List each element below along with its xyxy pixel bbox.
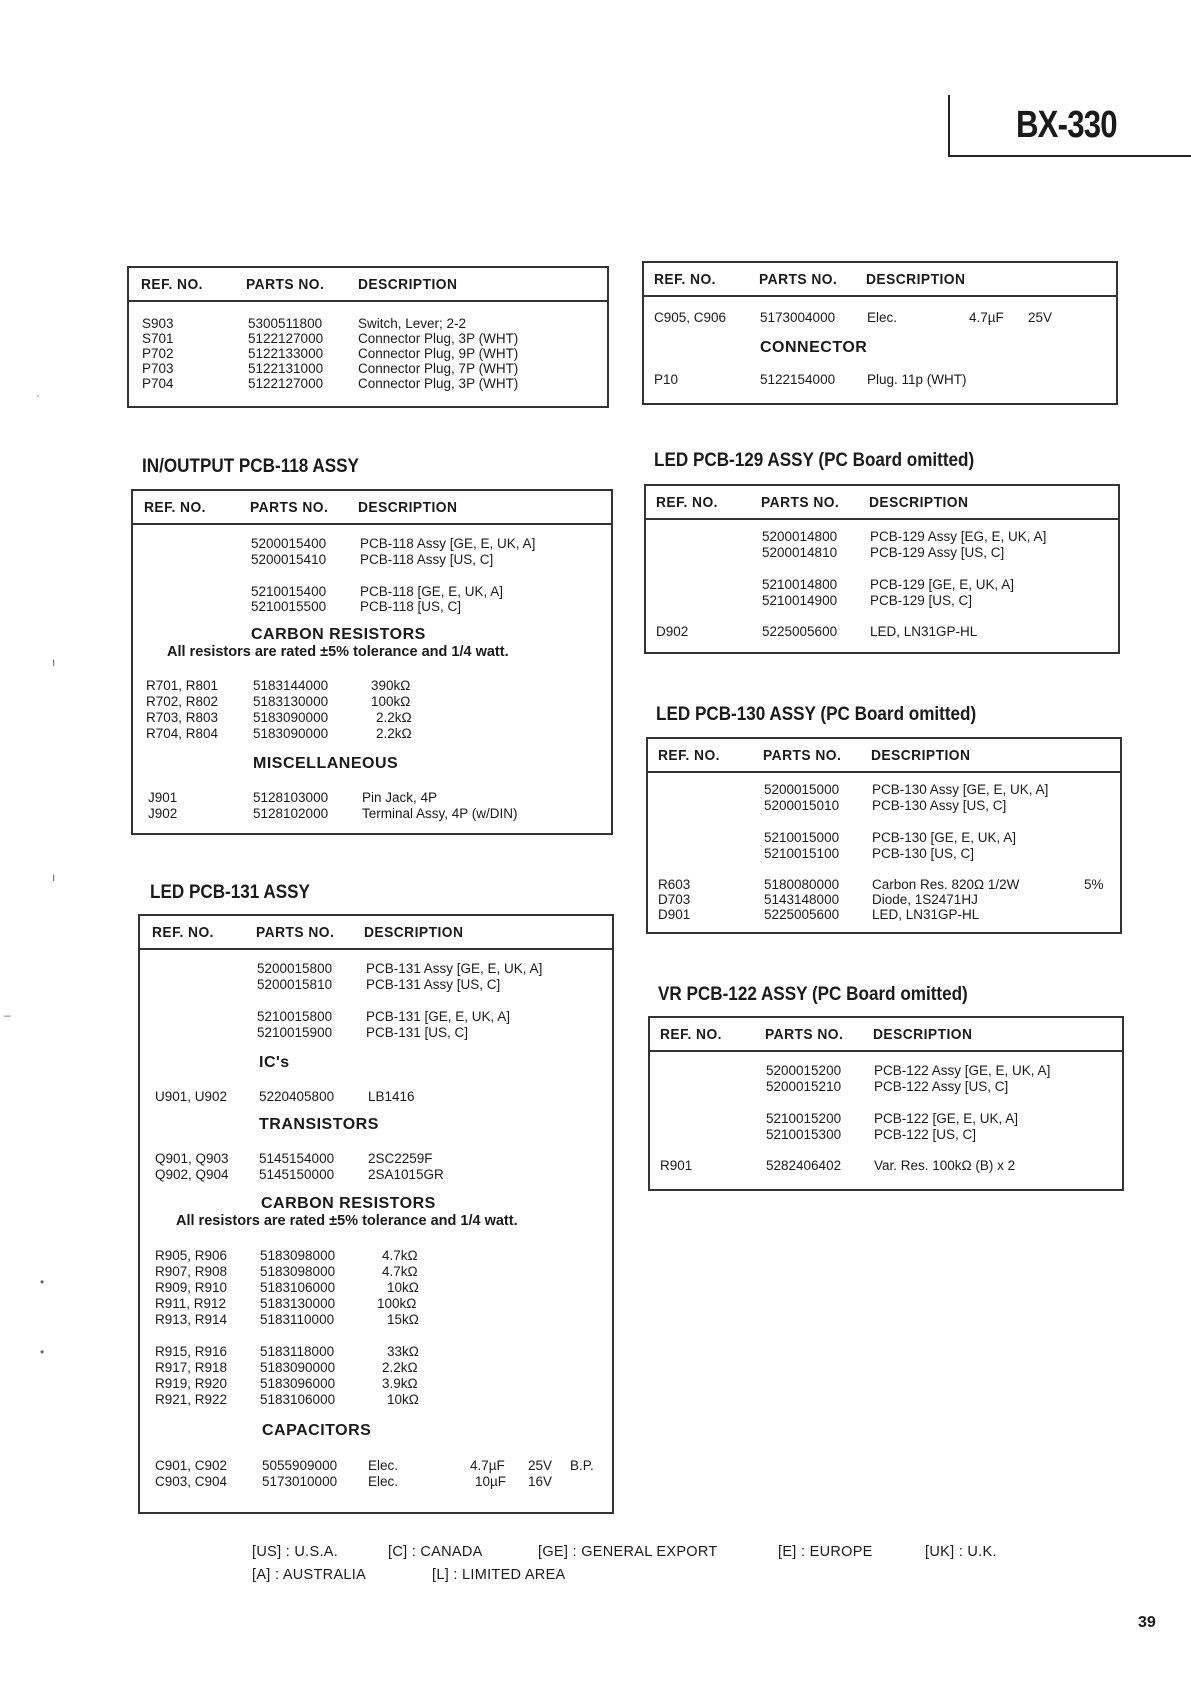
- table-row: [650, 1079, 1122, 1095]
- ref-no: R701, R801: [146, 678, 219, 693]
- description: Carbon Res. 820Ω 1/2W: [872, 877, 1020, 892]
- parts-no: 5210015100: [764, 846, 840, 861]
- parts-no: 5210015800: [257, 1009, 333, 1024]
- parts-no: 5183098000: [260, 1248, 336, 1263]
- table-row: [140, 1458, 612, 1474]
- table-row: [129, 346, 607, 362]
- resistance-value: 10kΩ: [387, 1392, 419, 1407]
- margin-speck: •: [40, 1345, 45, 1359]
- parts-no-header: PARTS NO.: [246, 276, 325, 293]
- ref-no: R921, R922: [155, 1392, 228, 1407]
- legend-l: [L] : LIMITED AREA: [432, 1567, 566, 1583]
- description: PCB-131 [US, C]: [366, 1025, 469, 1040]
- capacitance-value: 10µF: [475, 1474, 507, 1489]
- table-header: [644, 263, 1116, 297]
- parts-no-header: PARTS NO.: [765, 1026, 844, 1043]
- ref-no-header: REF. NO.: [141, 276, 203, 293]
- table-row: [650, 1063, 1122, 1079]
- parts-no: 5183090000: [253, 726, 329, 741]
- table-row: [133, 678, 611, 694]
- parts-no: 5200015800: [257, 961, 333, 976]
- table-row: [140, 1167, 612, 1183]
- parts-no: 5210014800: [762, 577, 838, 592]
- table-row: [646, 593, 1118, 609]
- parts-no: 5210015300: [766, 1127, 842, 1142]
- resistance-value: 4.7kΩ: [382, 1264, 418, 1279]
- ref-no: C903, C904: [155, 1474, 228, 1489]
- ref-no: Q901, Q903: [155, 1151, 229, 1166]
- table-row: [648, 798, 1120, 814]
- io-pcb118-table: [131, 489, 613, 835]
- parts-no: 5225005600: [764, 907, 840, 922]
- description: PCB-131 [GE, E, UK, A]: [366, 1009, 511, 1024]
- ref-no: D703: [658, 892, 691, 907]
- table-row: [648, 907, 1120, 923]
- description: Diode, 1S2471HJ: [872, 892, 978, 907]
- description: PCB-118 Assy [US, C]: [360, 552, 494, 567]
- parts-no: 5122133000: [248, 346, 324, 361]
- parts-no: 5225005600: [762, 624, 838, 639]
- description: PCB-130 Assy [US, C]: [872, 798, 1007, 813]
- section-title: MISCELLANEOUS: [253, 755, 399, 772]
- table-row: [140, 961, 612, 977]
- ref-no: Q902, Q904: [155, 1167, 229, 1182]
- description: Connector Plug, 3P (WHT): [358, 376, 519, 391]
- parts-no: 5200015410: [251, 552, 327, 567]
- legend-e: [E] : EUROPE: [778, 1544, 873, 1560]
- ref-no: P10: [654, 372, 679, 387]
- parts-no-header: PARTS NO.: [256, 924, 335, 941]
- table-row: [646, 529, 1118, 545]
- model-divider: [948, 95, 950, 157]
- description: PCB-122 [US, C]: [874, 1127, 977, 1142]
- parts-no: 5183090000: [260, 1360, 336, 1375]
- resistance-value: 100kΩ: [371, 694, 411, 709]
- section-title: CARBON RESISTORS: [261, 1195, 436, 1212]
- resistance-value: 3.9kΩ: [382, 1376, 418, 1391]
- section-heading: VR PCB-122 ASSY (PC Board omitted): [658, 984, 968, 1005]
- voltage-value: 25V: [528, 1458, 553, 1473]
- capacitance-value: 4.7µF: [470, 1458, 505, 1473]
- section-title: IC's: [259, 1054, 290, 1071]
- parts-no-header: PARTS NO.: [250, 499, 329, 516]
- section-heading: LED PCB-129 ASSY (PC Board omitted): [654, 450, 975, 471]
- description-header: DESCRIPTION: [866, 271, 966, 288]
- ref-no: D901: [658, 907, 691, 922]
- description: PCB-122 Assy [US, C]: [874, 1079, 1009, 1094]
- table-row: [140, 1296, 612, 1312]
- legend-ge: [GE] : GENERAL EXPORT: [538, 1544, 718, 1560]
- margin-speck: ı: [52, 870, 56, 884]
- ref-no: R919, R920: [155, 1376, 228, 1391]
- table-row: [650, 1111, 1122, 1127]
- ref-no: R917, R918: [155, 1360, 228, 1375]
- parts-no: 5183106000: [260, 1392, 336, 1407]
- ref-no: R907, R908: [155, 1264, 228, 1279]
- parts-no: 5300511800: [248, 316, 323, 331]
- table-header: [140, 916, 612, 950]
- parts-no: 5183098000: [260, 1264, 336, 1279]
- parts-no: 5122154000: [760, 372, 836, 387]
- ref-no: R704, R804: [146, 726, 219, 741]
- ref-no-header: REF. NO.: [656, 494, 718, 511]
- description: 2SA1015GR: [368, 1167, 444, 1182]
- ref-no: S701: [142, 331, 174, 346]
- description: 2SC2259F: [368, 1151, 433, 1166]
- section-heading: LED PCB-130 ASSY (PC Board omitted): [656, 704, 977, 725]
- capacitance-value: 4.7µF: [969, 310, 1004, 325]
- table-row: [140, 1474, 612, 1490]
- legend-uk: [UK] : U.K.: [925, 1544, 997, 1560]
- model-underline: [948, 155, 1191, 157]
- resistance-value: 15kΩ: [387, 1312, 419, 1327]
- legend-a: [A] : AUSTRALIA: [252, 1567, 367, 1583]
- ref-no: D902: [656, 624, 689, 639]
- description: Elec.: [368, 1458, 399, 1473]
- ref-no: R913, R914: [155, 1312, 228, 1327]
- top-left-parts-table: [127, 266, 609, 408]
- parts-no: 5210015500: [251, 599, 327, 614]
- resistance-value: 2.2kΩ: [376, 710, 412, 725]
- description: LB1416: [368, 1089, 415, 1104]
- description: PCB-122 [GE, E, UK, A]: [874, 1111, 1019, 1126]
- ref-no-header: REF. NO.: [654, 271, 716, 288]
- table-header: [129, 268, 607, 302]
- description: PCB-129 [GE, E, UK, A]: [870, 577, 1015, 592]
- ref-no: R703, R803: [146, 710, 219, 725]
- table-row: [133, 790, 611, 806]
- ref-no: J902: [148, 806, 178, 821]
- table-row: [644, 310, 1116, 326]
- parts-no: 5200015210: [766, 1079, 842, 1094]
- description: PCB-129 Assy [US, C]: [870, 545, 1005, 560]
- description: Terminal Assy, 4P (w/DIN): [362, 806, 518, 821]
- vr-pcb122-table: [648, 1016, 1124, 1191]
- table-row: [648, 830, 1120, 846]
- parts-no: 5210015200: [766, 1111, 842, 1126]
- table-row: [648, 892, 1120, 908]
- legend-us: [US] : U.S.A.: [252, 1544, 339, 1560]
- parts-no: 5143148000: [764, 892, 840, 907]
- parts-no: 5183090000: [253, 710, 329, 725]
- parts-no: 5200015400: [251, 536, 327, 551]
- description-header: DESCRIPTION: [869, 494, 969, 511]
- section-title: CAPACITORS: [262, 1422, 372, 1439]
- ref-no-header: REF. NO.: [144, 499, 206, 516]
- parts-no: 5210015400: [251, 584, 327, 599]
- description: PCB-130 [US, C]: [872, 846, 975, 861]
- parts-no: 5145150000: [259, 1167, 335, 1182]
- table-row: [140, 1376, 612, 1392]
- table-row: [133, 552, 611, 568]
- description: PCB-118 Assy [GE, E, UK, A]: [360, 536, 536, 551]
- table-row: [644, 372, 1116, 388]
- ref-no: U901, U902: [155, 1089, 228, 1104]
- tolerance-note: All resistors are rated ±5% tolerance and 1/4 watt.: [167, 644, 509, 660]
- ref-no-header: REF. NO.: [658, 747, 720, 764]
- description: Connector Plug, 7P (WHT): [358, 361, 519, 376]
- table-row: [140, 1360, 612, 1376]
- table-row: [133, 536, 611, 552]
- description-header: DESCRIPTION: [871, 747, 971, 764]
- table-row: [648, 846, 1120, 862]
- description: Elec.: [867, 310, 898, 325]
- description: PCB-118 [US, C]: [360, 599, 462, 614]
- description: PCB-131 Assy [US, C]: [366, 977, 501, 992]
- description: Connector Plug, 9P (WHT): [358, 346, 519, 361]
- description: PCB-129 [US, C]: [870, 593, 973, 608]
- section-title: CARBON RESISTORS: [251, 626, 426, 643]
- parts-no: 5183130000: [253, 694, 329, 709]
- description: PCB-130 Assy [GE, E, UK, A]: [872, 782, 1049, 797]
- tolerance-note: All resistors are rated ±5% tolerance and 1/4 watt.: [176, 1213, 518, 1229]
- table-row: [129, 316, 607, 332]
- description-header: DESCRIPTION: [358, 499, 458, 516]
- parts-no: 5183096000: [260, 1376, 336, 1391]
- parts-no: 5210014900: [762, 593, 838, 608]
- ref-no: R905, R906: [155, 1248, 228, 1263]
- parts-no: 5183118000: [260, 1344, 335, 1359]
- parts-no: 5180080000: [764, 877, 840, 892]
- section-heading: IN/OUTPUT PCB-118 ASSY: [142, 456, 359, 477]
- description-header: DESCRIPTION: [364, 924, 464, 941]
- parts-no: 5128102000: [253, 806, 329, 821]
- legend-c: [C] : CANADA: [388, 1544, 483, 1560]
- ref-no: P704: [142, 376, 174, 391]
- table-row: [646, 624, 1118, 640]
- table-row: [646, 545, 1118, 561]
- table-row: [133, 710, 611, 726]
- table-header: [646, 486, 1118, 520]
- voltage-value: 16V: [528, 1474, 553, 1489]
- table-row: [140, 1248, 612, 1264]
- description: Pin Jack, 4P: [362, 790, 438, 805]
- led-pcb129-table: [644, 484, 1120, 654]
- description: PCB-131 Assy [GE, E, UK, A]: [366, 961, 543, 976]
- table-row: [650, 1158, 1122, 1174]
- resistance-value: 2.2kΩ: [382, 1360, 418, 1375]
- voltage-value: 25V: [1028, 310, 1053, 325]
- top-right-parts-table: [642, 261, 1118, 405]
- parts-no: 5173004000: [760, 310, 836, 325]
- table-row: [140, 1009, 612, 1025]
- led-pcb130-table: [646, 737, 1122, 934]
- table-row: [140, 1025, 612, 1041]
- ref-no: P703: [142, 361, 174, 376]
- table-row: [129, 361, 607, 377]
- table-row: [646, 577, 1118, 593]
- table-row: [133, 599, 611, 615]
- parts-no: 5145154000: [259, 1151, 335, 1166]
- table-row: [648, 877, 1120, 893]
- description: Elec.: [368, 1474, 399, 1489]
- parts-no: 5200015810: [257, 977, 333, 992]
- ref-no: P702: [142, 346, 174, 361]
- table-row: [133, 694, 611, 710]
- table-row: [140, 1312, 612, 1328]
- parts-no: 5210015900: [257, 1025, 333, 1040]
- tolerance-value: 5%: [1084, 877, 1104, 892]
- parts-no: 5122127000: [248, 376, 324, 391]
- ref-no: R915, R916: [155, 1344, 228, 1359]
- description-header: DESCRIPTION: [358, 276, 458, 293]
- resistance-value: 33kΩ: [387, 1344, 419, 1359]
- description: PCB-122 Assy [GE, E, UK, A]: [874, 1063, 1051, 1078]
- table-row: [129, 331, 607, 347]
- margin-speck: –: [4, 1008, 11, 1022]
- section-title: CONNECTOR: [760, 339, 868, 356]
- table-row: [133, 806, 611, 822]
- ref-no: R702, R802: [146, 694, 219, 709]
- resistance-value: 390kΩ: [371, 678, 411, 693]
- ref-no: R911, R912: [155, 1296, 227, 1311]
- ref-no-header: REF. NO.: [660, 1026, 722, 1043]
- parts-no: 5282406402: [766, 1158, 842, 1173]
- table-row: [133, 726, 611, 742]
- parts-no-header: PARTS NO.: [763, 747, 842, 764]
- description: PCB-129 Assy [EG, E, UK, A]: [870, 529, 1047, 544]
- resistance-value: 4.7kΩ: [382, 1248, 418, 1263]
- description: Connector Plug, 3P (WHT): [358, 331, 519, 346]
- parts-no: 5220405800: [259, 1089, 335, 1104]
- parts-no: 5128103000: [253, 790, 329, 805]
- resistance-value: 2.2kΩ: [376, 726, 412, 741]
- parts-no-header: PARTS NO.: [759, 271, 838, 288]
- table-row: [140, 1151, 612, 1167]
- parts-no: 5200014810: [762, 545, 838, 560]
- section-heading: LED PCB-131 ASSY: [150, 882, 310, 903]
- bipolar-note: B.P.: [570, 1458, 594, 1473]
- description: PCB-130 [GE, E, UK, A]: [872, 830, 1017, 845]
- description: Switch, Lever; 2-2: [358, 316, 467, 331]
- table-row: [140, 1264, 612, 1280]
- ref-no: J901: [148, 790, 178, 805]
- ref-no: R603: [658, 877, 691, 892]
- margin-speck: •: [40, 1275, 45, 1289]
- parts-no: 5122127000: [248, 331, 324, 346]
- parts-no: 5200015010: [764, 798, 840, 813]
- ref-no: R901: [660, 1158, 693, 1173]
- table-row: [140, 1280, 612, 1296]
- ref-no: C901, C902: [155, 1458, 228, 1473]
- resistance-value: 100kΩ: [377, 1296, 417, 1311]
- table-row: [140, 977, 612, 993]
- parts-no: 5183110000: [260, 1312, 335, 1327]
- table-row: [133, 584, 611, 600]
- parts-no: 5183106000: [260, 1280, 336, 1295]
- ref-no-header: REF. NO.: [152, 924, 214, 941]
- parts-no: 5200014800: [762, 529, 838, 544]
- page-number: 39: [1138, 1614, 1156, 1631]
- ref-no: R909, R910: [155, 1280, 228, 1295]
- parts-no: 5200015000: [764, 782, 840, 797]
- ref-no: S903: [142, 316, 174, 331]
- parts-no: 5210015000: [764, 830, 840, 845]
- table-row: [140, 1344, 612, 1360]
- margin-speck: ı: [52, 655, 56, 669]
- table-row: [140, 1392, 612, 1408]
- table-header: [133, 491, 611, 525]
- margin-speck: ·: [36, 388, 40, 402]
- parts-no: 5055909000: [262, 1458, 338, 1473]
- parts-no: 5200015200: [766, 1063, 842, 1078]
- table-header: [648, 739, 1120, 773]
- parts-no: 5183130000: [260, 1296, 336, 1311]
- description: LED, LN31GP-HL: [872, 907, 980, 922]
- table-row: [648, 782, 1120, 798]
- parts-no-header: PARTS NO.: [761, 494, 840, 511]
- table-row: [650, 1127, 1122, 1143]
- parts-no: 5122131000: [248, 361, 324, 376]
- resistance-value: 10kΩ: [387, 1280, 419, 1295]
- section-title: TRANSISTORS: [259, 1116, 379, 1133]
- model-name: BX-330: [1016, 104, 1117, 146]
- parts-no: 5173010000: [262, 1474, 338, 1489]
- table-row: [129, 376, 607, 392]
- table-row: [140, 1089, 612, 1105]
- ref-no: C905, C906: [654, 310, 727, 325]
- description: PCB-118 [GE, E, UK, A]: [360, 584, 504, 599]
- parts-no: 5183144000: [253, 678, 329, 693]
- description: LED, LN31GP-HL: [870, 624, 978, 639]
- led-pcb131-table: [138, 914, 614, 1514]
- table-header: [650, 1018, 1122, 1052]
- description: Plug. 11p (WHT): [867, 372, 967, 387]
- description-header: DESCRIPTION: [873, 1026, 973, 1043]
- description: Var. Res. 100kΩ (B) x 2: [874, 1158, 1016, 1173]
